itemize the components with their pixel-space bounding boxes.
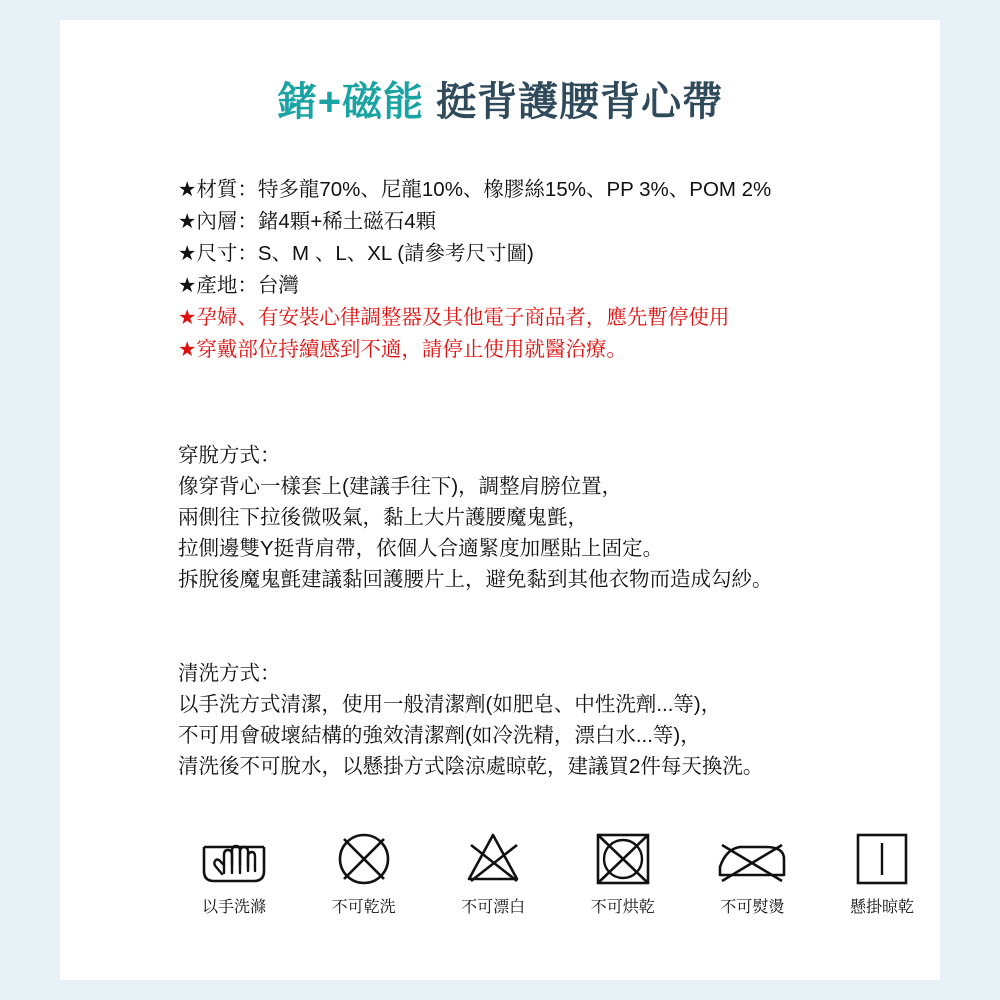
title-main: 挺背護腰背心帶 (436, 80, 724, 124)
no-dry-clean-icon (308, 828, 420, 890)
care-label-no-iron: 不可熨燙 (720, 899, 785, 916)
title-highlight: 鍺+磁能 (276, 80, 425, 124)
care-symbol-row (178, 828, 938, 917)
card-inner (60, 20, 940, 980)
care-symbol-no-tumble-dry (567, 828, 679, 917)
care-label-line-dry: 懸掛晾乾 (849, 899, 914, 916)
wearing-heading: 穿脫方式： (178, 444, 281, 467)
product-info-card (60, 20, 940, 980)
wearing-line-2: 兩側往下拉後微吸氣，黏上大片護腰魔鬼氈， (178, 506, 588, 529)
spec-warning-pregnancy: ★孕婦、有安裝心律調整器及其他電子商品者，應先暫停使用 (178, 306, 730, 329)
washing-instructions (178, 658, 948, 782)
spec-warning-discomfort: ★穿戴部位持續感到不適，請停止使用就醫治療。 (178, 338, 627, 361)
wearing-instructions (178, 440, 948, 595)
hand-wash-icon (178, 828, 290, 890)
spec-item-material: ★材質：特多龍70%、尼龍10%、橡膠絲15%、PP 3%、POM 2% (178, 178, 772, 201)
care-label-hand-wash: 以手洗滌 (201, 899, 266, 916)
wearing-line-1: 像穿背心一樣套上(建議手往下)，調整肩膀位置， (178, 475, 623, 498)
wearing-line-4: 拆脫後魔鬼氈建議黏回護腰片上，避免黏到其他衣物而造成勾紗。 (178, 568, 773, 591)
care-label-no-tumble-dry: 不可烘乾 (590, 899, 655, 916)
page-title (60, 82, 940, 122)
care-symbol-hand-wash (178, 828, 290, 917)
washing-line-1: 以手洗方式清潔，使用一般清潔劑(如肥皂、中性洗劑...等)， (178, 693, 722, 716)
no-tumble-dry-icon (567, 828, 679, 890)
spec-list (178, 175, 938, 367)
washing-line-2: 不可用會破壞結構的強效清潔劑(如冷洗精，漂白水...等)， (178, 724, 701, 747)
care-symbol-no-bleach (437, 828, 549, 917)
washing-heading: 清洗方式： (178, 662, 281, 685)
no-bleach-icon (437, 828, 549, 890)
wearing-line-3: 拉側邊雙Y挺背肩帶，依個人合適緊度加壓貼上固定。 (178, 537, 664, 560)
spec-item-size: ★尺寸：S、M 、L、XL (請參考尺寸圖) (178, 242, 534, 265)
care-symbol-no-iron (696, 828, 808, 917)
washing-line-3: 清洗後不可脫水，以懸掛方式陰涼處晾乾，建議買2件每天換洗。 (178, 755, 764, 778)
line-dry-icon (826, 828, 938, 890)
care-label-no-dry-clean: 不可乾洗 (331, 899, 396, 916)
care-label-no-bleach: 不可漂白 (461, 899, 526, 916)
care-symbol-no-dry-clean (308, 828, 420, 917)
no-iron-icon (696, 828, 808, 890)
spec-item-origin: ★產地：台灣 (178, 274, 299, 297)
spec-item-inner-layer: ★內層：鍺4顆+稀土磁石4顆 (178, 210, 437, 233)
care-symbol-line-dry (826, 828, 938, 917)
